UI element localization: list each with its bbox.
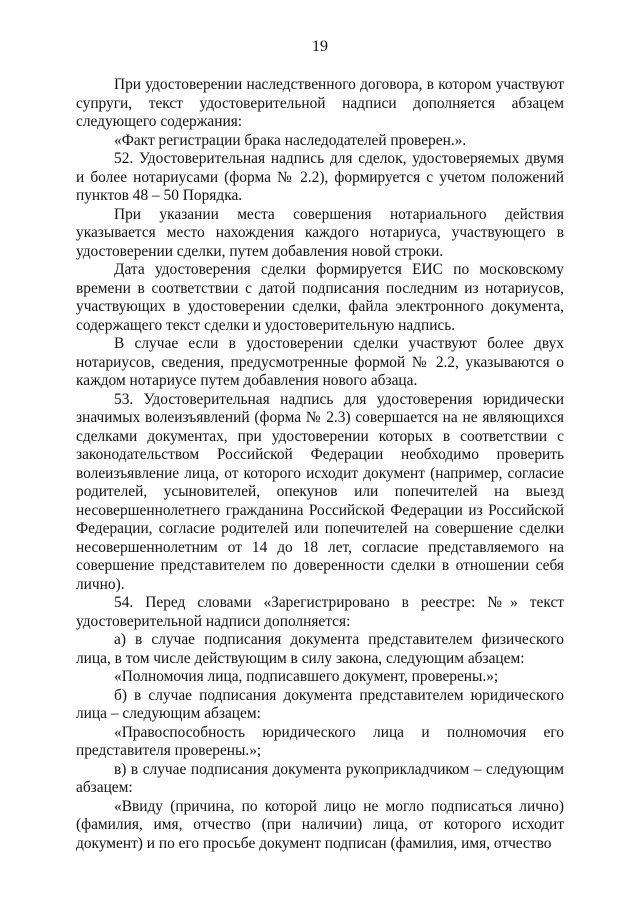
paragraph: «Правоспособность юридического лица и полномочия его представителя проверены.»;	[76, 723, 564, 759]
paragraph: «Полномочия лица, подписавшего документ, проверены.»;	[114, 668, 499, 685]
paragraph: а) в случае подписания документа представителем физического лица, в том числе действующим в силу закона, следующим абзацем:	[76, 631, 564, 667]
paragraph: 52. Удостоверительная надпись для сделок, удостоверяемых двумя и более нотариусами (форма № 2.2), формируется с учетом положений пунктов 48 – 50 Порядка.	[76, 150, 564, 204]
paragraph: В случае если в удостоверении сделки участвуют более двух нотариусов, сведения, предусмотренные формой № 2.2, указываются о каждом нотариусе путем добавления нового абзаца.	[76, 335, 564, 389]
paragraph: «Факт регистрации брака наследодателей проверен.».	[114, 131, 467, 149]
page-number: 19	[312, 38, 328, 55]
paragraph: При удостоверении наследственного договора, в котором участвуют супруги, текст удостоверительной надписи дополняется абзацем следующего содержания:	[76, 76, 564, 130]
paragraph: При указании места совершения нотариального действия указывается место нахождения каждого нотариуса, участвующего в удостоверении сделки, путем добавления новой строки.	[76, 205, 564, 260]
paragraph: 53. Удостоверительная надпись для удостоверения юридически значимых волеизъявлений (форма № 2.3) совершается на не являющихся сделками документах, при удостоверении которых в соответствии с законодательством Российской Федерации необходимо проверить волеизъявление лица, от которого исходит документ (например, согласие родителей, усыновителей, опекунов или попечителей на выезд несовершеннолетнего гражданина Российской Федерации из Российской Федерации, согласие родителей или попечителей на совершение сделки несовершеннолетним от 14 до 18 лет, согласие представляемого на совершение представителем по доверенности сделки в отношении себя лично).	[76, 390, 564, 593]
paragraph: «Ввиду (причина, по которой лицо не могло подписаться лично) (фамилия, имя, отчество (при наличии) лица, от которого исходит документ) и по его просьбе документ подписан (фамилия, имя, отчество	[76, 797, 564, 852]
document-body	[76, 76, 564, 853]
paragraph: б) в случае подписания документа представителем юридического лица – следующим абзацем:	[76, 686, 564, 722]
paragraph: Дата удостоверения сделки формируется ЕИС по московскому времени в соответствии с датой подписания последним из нотариусов, участвующих в удостоверении сделки, файла электронного документа, содержащего текст сделки и удостоверительную надпись.	[76, 261, 564, 334]
paragraph: в) в случае подписания документа рукоприкладчиком – следующим абзацем:	[76, 760, 564, 796]
paragraph: 54. Перед словами «Зарегистрировано в реестре: №» текст удостоверительной надписи дополняется:	[76, 594, 564, 630]
